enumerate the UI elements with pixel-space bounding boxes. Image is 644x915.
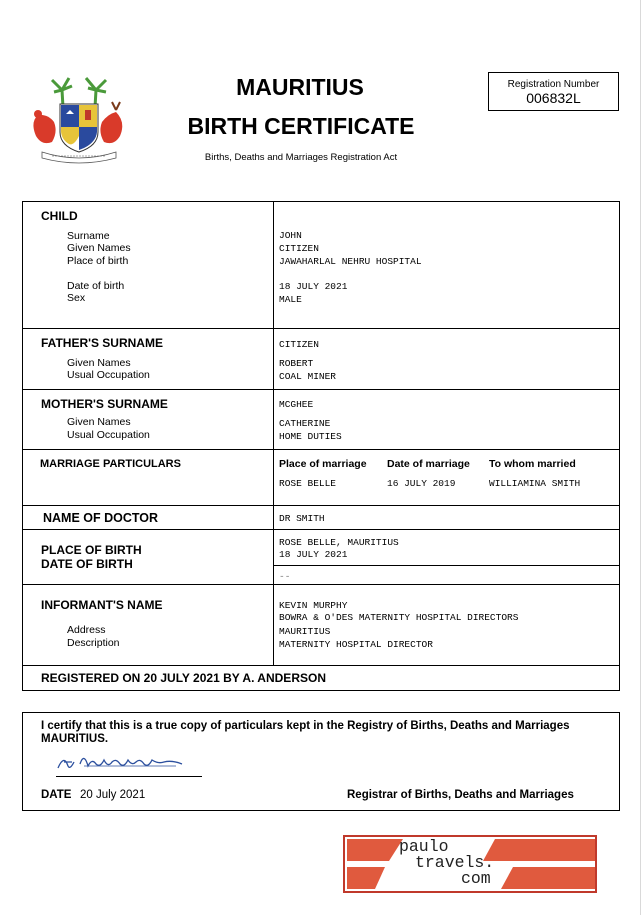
logo-line3: com <box>461 869 491 888</box>
child-given-value: CITIZEN <box>279 243 319 254</box>
informant-address-line2: MAURITIUS <box>279 626 331 637</box>
marriage-whom-header: To whom married <box>489 458 576 470</box>
document-title: BIRTH CERTIFICATE <box>187 113 415 139</box>
father-occupation-label: Usual Occupation <box>67 369 150 381</box>
registrar-title: Registrar of Births, Deaths and Marriages <box>347 789 574 801</box>
child-dob-value: 18 JULY 2021 <box>279 281 348 292</box>
informant-address-label: Address <box>67 624 106 636</box>
doctor-value: DR SMITH <box>279 513 325 524</box>
signature-line <box>56 776 202 777</box>
table-divider <box>273 201 274 665</box>
mother-occupation-value: HOME DUTIES <box>279 431 342 442</box>
child-given-label: Given Names <box>67 242 131 254</box>
child-place-value: JAWAHARLAL NEHRU HOSPITAL <box>279 256 422 267</box>
page-edge <box>640 0 641 915</box>
row-divider <box>22 449 620 450</box>
father-occupation-value: COAL MINER <box>279 371 337 382</box>
informant-description-value: MATERNITY HOSPITAL DIRECTOR <box>279 639 433 650</box>
mother-given-value: CATHERINE <box>279 418 331 429</box>
row-divider <box>22 529 620 530</box>
country-title: MAURITIUS <box>236 74 364 100</box>
row-divider <box>22 328 620 329</box>
father-given-value: ROBERT <box>279 358 314 369</box>
registration-label: Registration Number <box>507 79 600 90</box>
informant-address-line1: BOWRA & O'DES MATERNITY HOSPITAL DIRECTORS <box>279 612 519 623</box>
doctor-heading: NAME OF DOCTOR <box>43 511 159 525</box>
informant-heading: INFORMANT'S NAME <box>41 598 163 612</box>
birth-extra-value: -- <box>279 571 291 582</box>
row-divider <box>22 665 620 666</box>
mother-occupation-label: Usual Occupation <box>67 429 150 441</box>
logo-line2: travels. <box>415 853 495 872</box>
row-divider <box>22 505 620 506</box>
row-divider <box>22 389 620 390</box>
marriage-place-header: Place of marriage <box>279 458 367 470</box>
registration-number: 006832L <box>526 90 581 106</box>
child-surname-label: Surname <box>67 230 110 242</box>
mother-given-label: Given Names <box>67 416 131 428</box>
certification-statement: I certify that this is a true copy of particulars kept in the Registry of Births, Deaths and Marriages MAURITIUS. <box>41 720 570 745</box>
marriage-heading: MARRIAGE PARTICULARS <box>40 458 181 470</box>
father-surname-value: CITIZEN <box>279 339 319 350</box>
logo-line1: paulo <box>399 837 449 856</box>
birth-date-value: 18 JULY 2021 <box>279 549 348 560</box>
row-divider <box>22 584 620 585</box>
child-dob-label: Date of birth <box>67 280 125 292</box>
child-surname-value: JOHN <box>279 230 302 241</box>
mother-heading: MOTHER'S SURNAME <box>41 397 168 411</box>
mother-surname-value: MCGHEE <box>279 399 314 410</box>
row-divider <box>273 565 620 566</box>
informant-description-label: Description <box>67 637 120 649</box>
child-heading: CHILD <box>41 209 78 223</box>
father-heading: FATHER'S SURNAME <box>41 336 163 350</box>
child-place-label: Place of birth <box>67 255 129 267</box>
signature-image <box>54 748 204 778</box>
coat-of-arms-icon <box>24 70 132 166</box>
paulo-travels-logo <box>343 835 597 893</box>
certification-date-label: DATE <box>41 789 72 801</box>
certification-date-value: 20 July 2021 <box>80 789 146 801</box>
place-of-birth-heading: PLACE OF BIRTH <box>41 543 142 557</box>
act-subtitle: Births, Deaths and Marriages Registration Act <box>204 152 398 163</box>
marriage-date-header: Date of marriage <box>387 458 470 470</box>
marriage-place-value: ROSE BELLE <box>279 478 337 489</box>
date-of-birth-heading: DATE OF BIRTH <box>41 557 133 571</box>
informant-name-value: KEVIN MURPHY <box>279 600 348 611</box>
marriage-whom-value: WILLIAMINA SMITH <box>489 478 581 489</box>
marriage-date-value: 16 JULY 2019 <box>387 478 456 489</box>
child-sex-label: Sex <box>67 292 86 304</box>
father-given-label: Given Names <box>67 357 131 369</box>
birth-place-value: ROSE BELLE, MAURITIUS <box>279 537 399 548</box>
registered-line: REGISTERED ON 20 JULY 2021 BY A. ANDERSON <box>41 671 326 685</box>
logo-text <box>385 839 494 887</box>
registration-box <box>488 72 619 111</box>
child-sex-value: MALE <box>279 294 302 305</box>
